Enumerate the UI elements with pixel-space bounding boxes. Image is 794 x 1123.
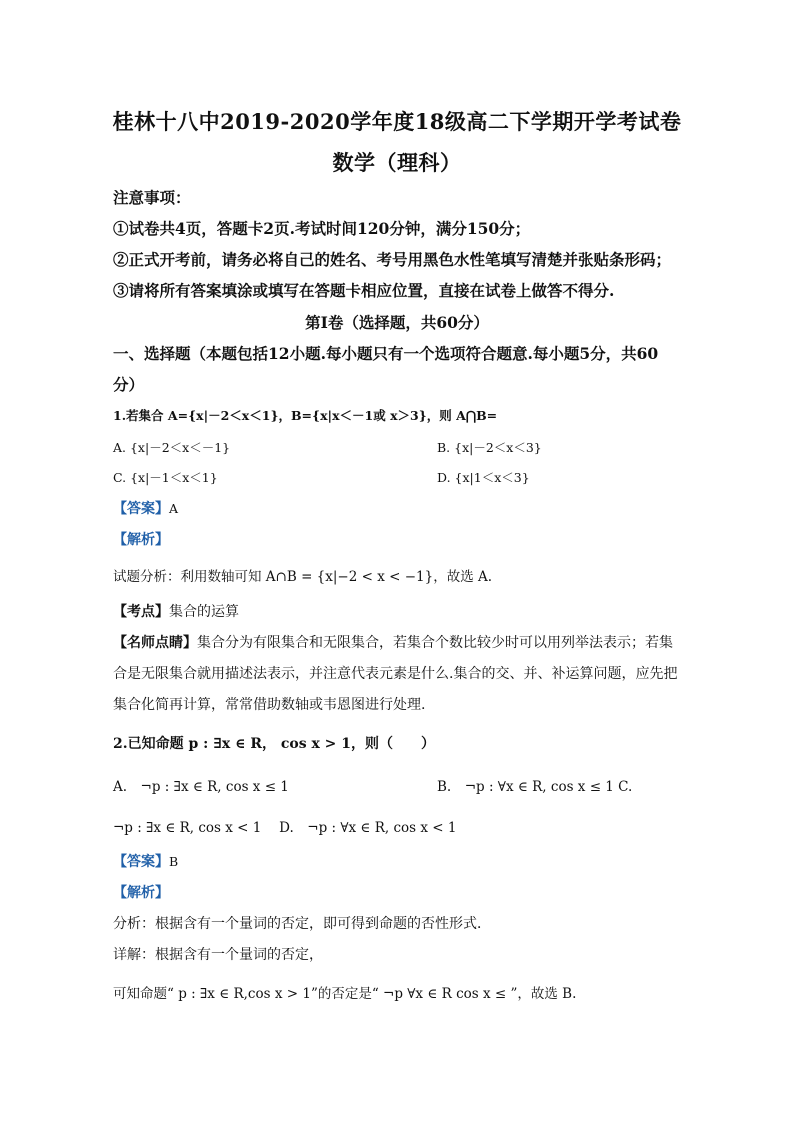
q1-option-c: C. {x|－1＜x＜1} — [113, 470, 218, 485]
section-instruction-line2: 分） — [113, 375, 145, 394]
q1-analysis-tag — [113, 529, 169, 549]
q1-answer-value: A — [169, 501, 179, 516]
q1-answer — [113, 498, 178, 518]
q2-analysis-text3: 可知命题“ p : ∃x ∈ R,cos x > 1”的否定是“ ¬p ∀x ∈ R cos x ≤ ”，故选 B. — [113, 986, 577, 1002]
q1-analysis-text: 试题分析：利用数轴可知 A∩B = {x|−2 < x < −1}，故选 A. — [113, 569, 493, 585]
q1-option-d: D. {x|1＜x＜3} — [437, 470, 530, 485]
q2-analysis-text2: 详解：根据含有一个量词的否定， — [113, 947, 323, 963]
q2-option-a: A. ¬p : ∃x ∈ R, cos x ≤ 1 — [113, 779, 289, 795]
q1-option-a: A. {x|－2＜x＜－1} — [113, 440, 231, 455]
exam-subtitle: 数学（理科） — [332, 150, 462, 175]
notice-item-1: ①试卷共4页，答题卡2页.考试时间120分钟，满分150分； — [113, 219, 531, 238]
q2-option-b-c: B. ¬p : ∀x ∈ R, cos x ≤ 1 C. — [437, 779, 633, 795]
q1-stem-text: 1.若集合 A={x|－2＜x＜1}，B={x|x＜－1或 x＞3}，则 A⋂B= — [113, 408, 498, 423]
q2-analysis-label: 【解析】 — [113, 885, 169, 901]
q1-analysis-label: 【解析】 — [113, 532, 169, 548]
notice-item-2: ②正式开考前，请务必将自己的姓名、考号用黑色水性笔填写清楚并张贴条形码； — [113, 250, 672, 269]
q2-answer-value: B — [169, 854, 179, 869]
q1-comment-line2: 合是无限集合就用描述法表示，并注意代表元素是什么.集合的交、并、补运算问题，应先把 — [113, 666, 678, 682]
notice-heading: 注意事项： — [113, 188, 191, 207]
q2-option-c-d: ¬p : ∃x ∈ R, cos x < 1 D. ¬p : ∀x ∈ R, cos x < 1 — [113, 820, 457, 836]
q1-comment-text1: 集合分为有限集合和无限集合，若集合个数比较少时可以用列举法表示；若集 — [197, 635, 673, 651]
q1-point-text: 集合的运算 — [169, 604, 239, 620]
q1-point — [113, 601, 239, 621]
q1-answer-tag: 【答案】 — [113, 501, 169, 517]
section-title: 第Ⅰ卷（选择题，共60分） — [305, 313, 489, 332]
q1-comment-line3: 集合化简再计算，常常借助数轴或韦恩图进行处理. — [113, 697, 426, 713]
q1-stem — [113, 406, 497, 424]
q2-analysis-text1: 分析：根据含有一个量词的否定，即可得到命题的否性形式． — [113, 916, 491, 932]
q1-comment-tag: 【名师点睛】 — [113, 635, 197, 651]
q2-stem — [113, 733, 435, 753]
q2-analysis-tag — [113, 882, 169, 902]
notice-item-3: ③请将所有答案填涂或填写在答题卡相应位置，直接在试卷上做答不得分. — [113, 281, 615, 300]
exam-title: 桂林十八中2019-2020学年度18级高二下学期开学考试卷 — [112, 109, 682, 134]
q2-stem-text: 2.已知命题 p : ∃x ∈ R， cos x > 1，则（ ） — [113, 736, 436, 752]
q1-point-tag: 【考点】 — [113, 604, 169, 620]
q1-option-b: B. {x|－2＜x＜3} — [437, 440, 542, 455]
q2-answer — [113, 851, 178, 871]
section-instruction-line1: 一、选择题（本题包括12小题.每小题只有一个选项符合题意.每小题5分，共60 — [113, 344, 659, 363]
q2-answer-tag: 【答案】 — [113, 854, 169, 870]
q1-comment-line1 — [113, 632, 673, 652]
